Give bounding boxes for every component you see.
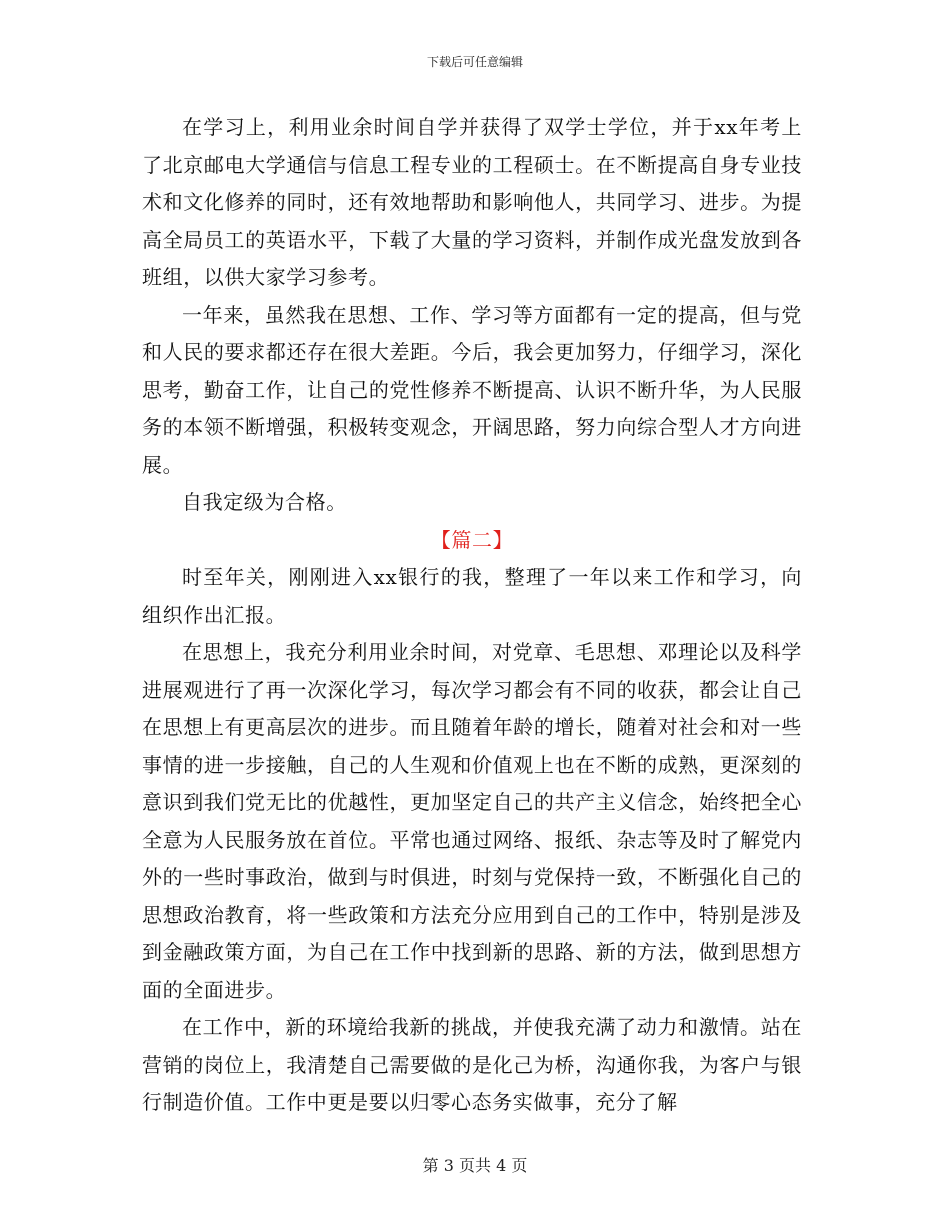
section-title: 【篇二】	[430, 527, 514, 552]
page-footer: 第 3 页共 4 页	[422, 1156, 528, 1175]
paragraph-study: 在学习上，利用业余时间自学并获得了双学士学位，并于xx年考上了北京邮电大学通信与信息工程专业的工程硕士。在不断提高自身专业技术和文化修养的同时，还有效地帮助和影响他人，共同学习、进步。为提高全局员工的英语水平，下载了大量的学习资料，并制作成光盘发放到各班组，以供大家学习参考。	[142, 115, 802, 289]
paragraph-work: 在工作中，新的环境给我新的挑战，并使我充满了动力和激情。站在营销的岗位上，我清楚自己需要做的是化己为桥，沟通你我，为客户与银行制造价值。工作中更是要以归零心态务实做事，充分了解	[142, 1015, 802, 1114]
paragraph-summary: 一年来，虽然我在思想、工作、学习等方面都有一定的提高，但与党和人民的要求都还存在很大差距。今后，我会更加努力，仔细学习，深化思考，勤奋工作，让自己的党性修养不断提高、认识不断升华，为人民服务的本领不断增强，积极转变观念，开阔思路，努力向综合型人才方向进展。	[142, 302, 802, 477]
paragraph-intro: 时至年关，刚刚进入xx银行的我，整理了一年以来工作和学习，向组织作出汇报。	[142, 565, 802, 627]
document-body	[142, 109, 802, 1122]
paragraph-self-rating: 自我定级为合格。	[182, 490, 347, 514]
page-header: 下载后可任意编辑	[426, 55, 523, 69]
paragraph-thought: 在思想上，我充分利用业余时间，对党章、毛思想、邓理论以及科学进展观进行了再一次深化学习，每次学习都会有不同的收获，都会让自己在思想上有更高层次的进步。而且随着年龄的增长，随着对社会和对一些事情的进一步接触，自己的人生观和价值观上也在不断的成熟，更深刻的意识到我们党无比的优越性，更加坚定自己的共产主义信念，始终把全心全意为人民服务放在首位。平常也通过网络、报纸、杂志等及时了解党内外的一些时事政治，做到与时俱进，时刻与党保持一致，不断强化自己的思想政治教育，将一些政策和方法充分应用到自己的工作中，特别是涉及到金融政策方面，为自己在工作中找到新的思路、新的方法，做到思想方面的全面进步。	[142, 640, 802, 1002]
